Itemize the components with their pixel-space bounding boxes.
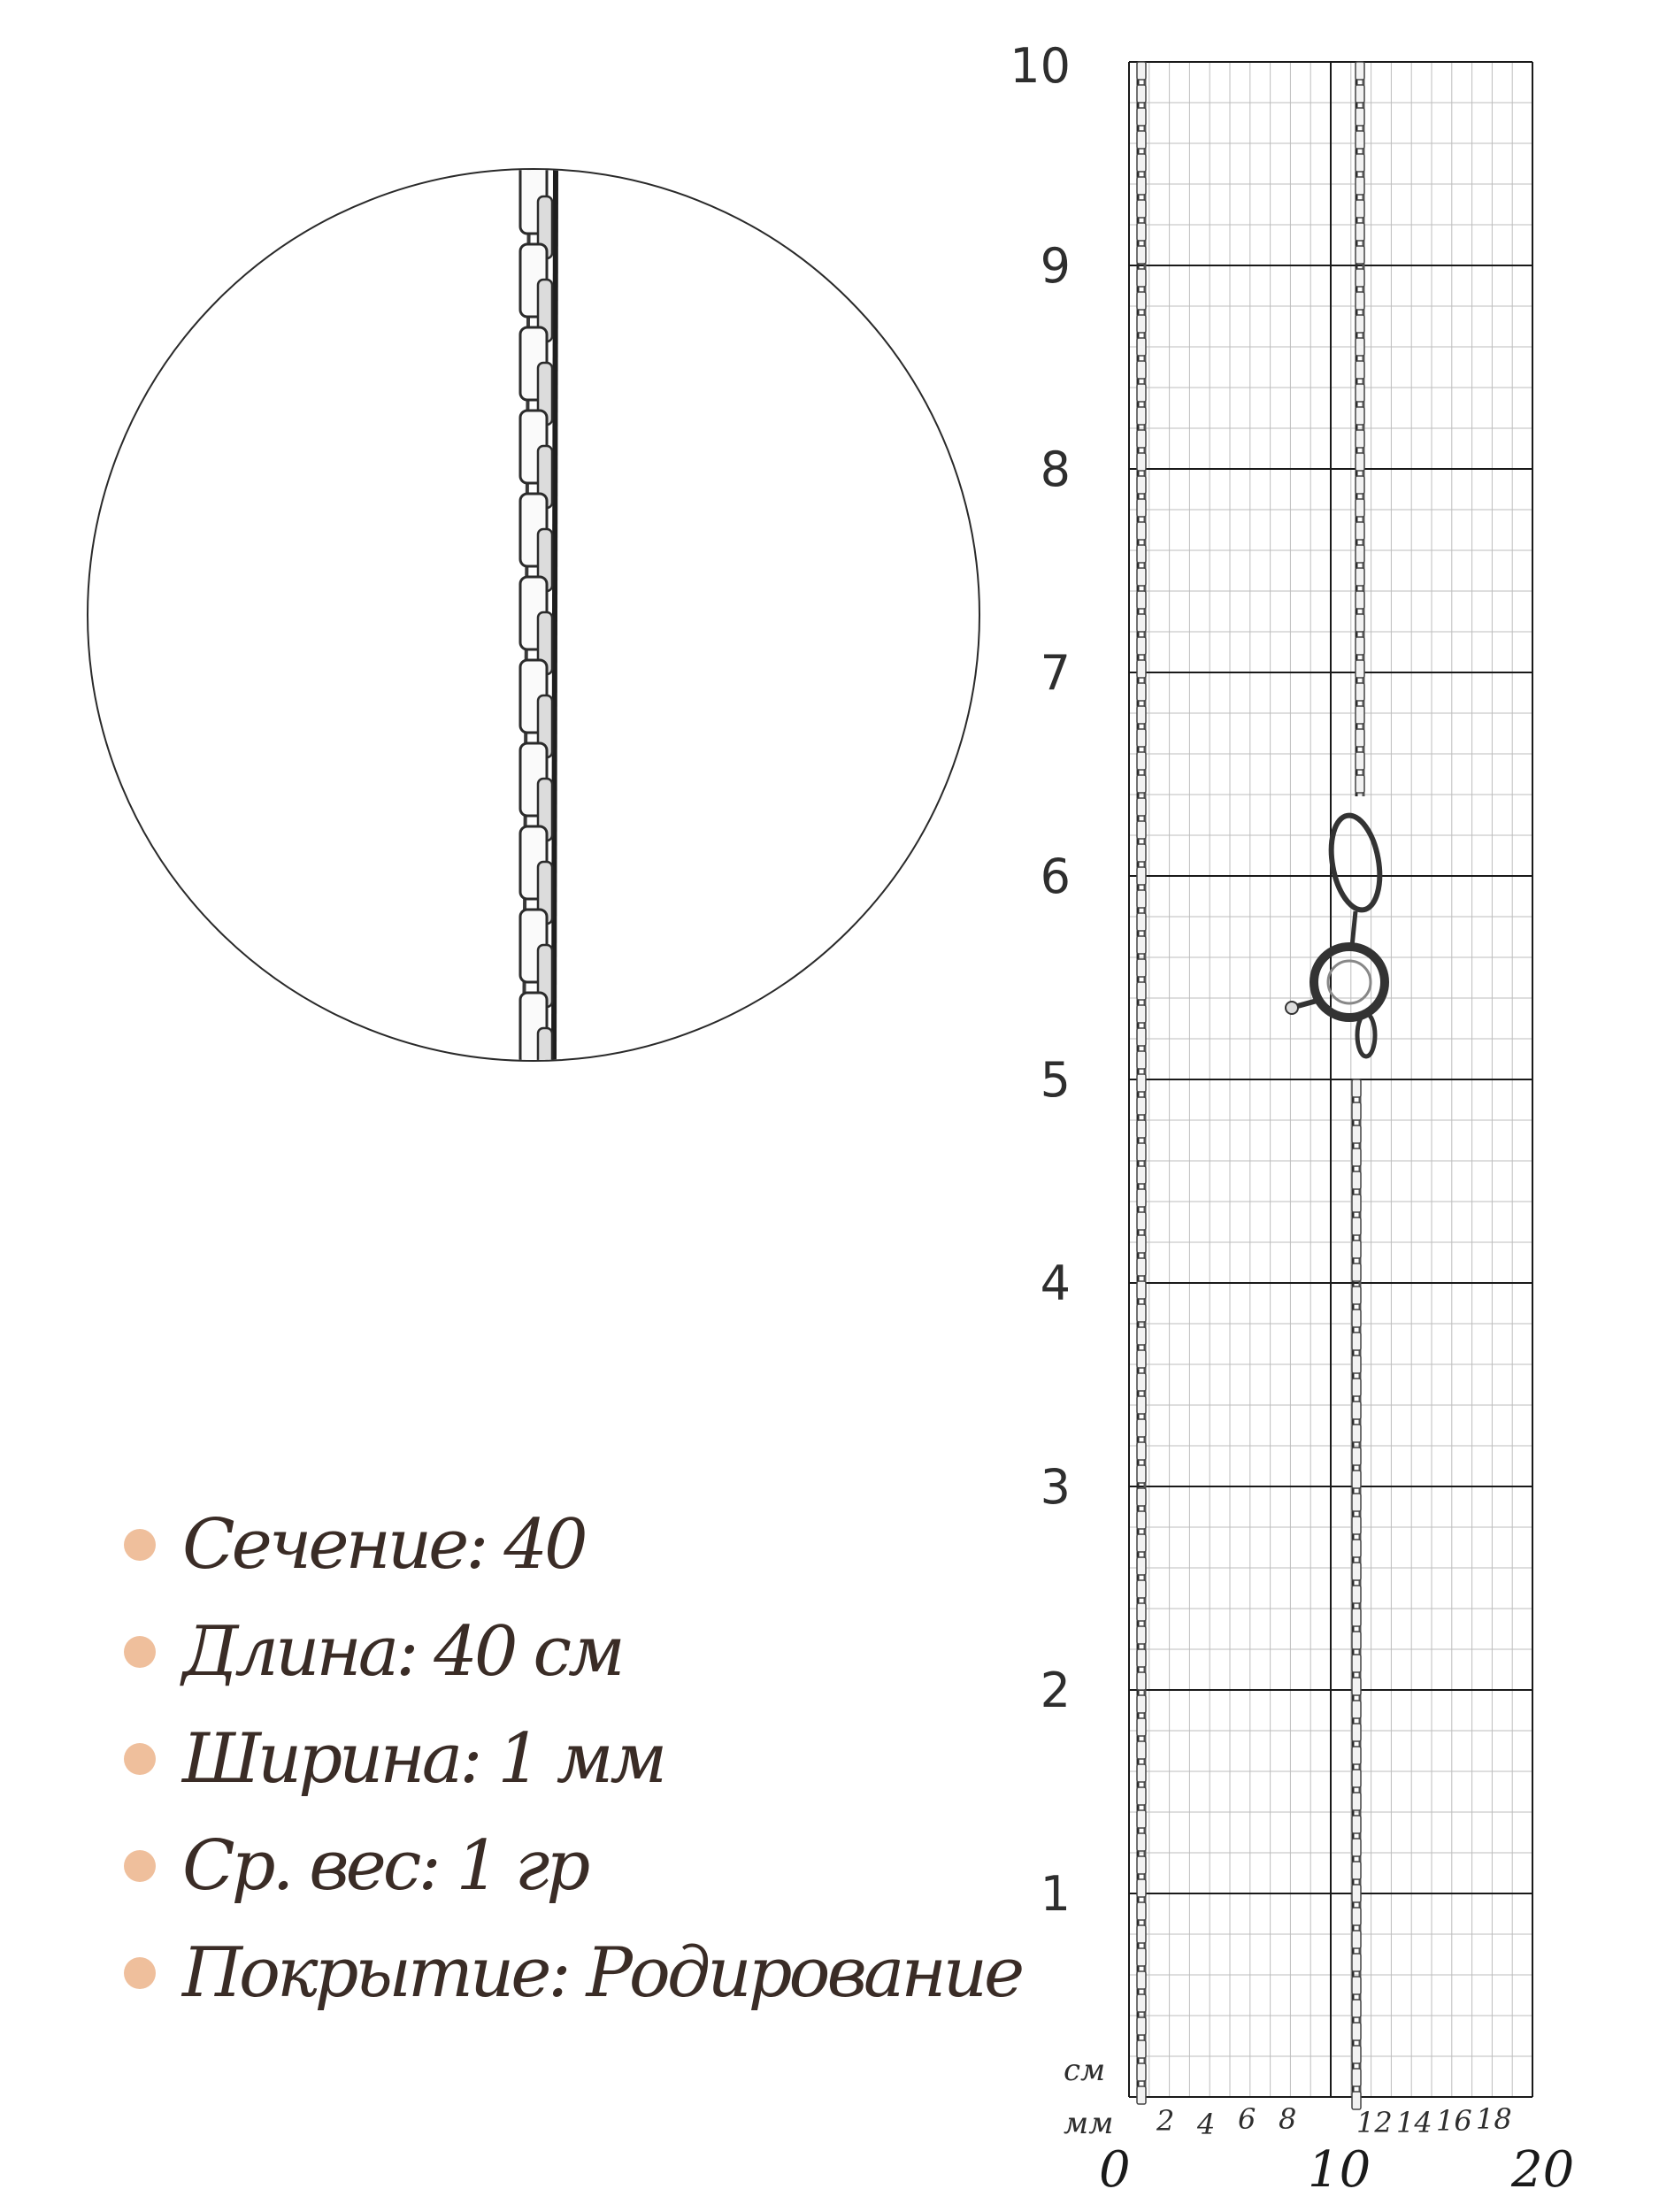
- y-tick-8: 8: [1040, 442, 1071, 497]
- x-minor-tick-8: 8: [1279, 2102, 1297, 2136]
- y-tick-9: 9: [1040, 238, 1071, 294]
- bullet-icon: [124, 1850, 156, 1882]
- spec-weight-text: Ср. вес: 1 гр: [182, 1825, 588, 1906]
- y-tick-6: 6: [1040, 849, 1071, 904]
- chain-icon: [1137, 62, 1386, 2109]
- y-tick-4: 4: [1040, 1256, 1071, 1311]
- x-unit-label: мм: [1064, 2106, 1114, 2141]
- chain-closeup-icon: [88, 170, 980, 1062]
- x-minor-tick-4: 4: [1197, 2108, 1216, 2141]
- spec-width-text: Ширина: 1 мм: [182, 1718, 664, 1799]
- x-minor-tick-18: 18: [1476, 2102, 1512, 2136]
- spec-length-text: Длина: 40 см: [182, 1611, 622, 1692]
- spec-width: [124, 1705, 1021, 1812]
- y-tick-5: 5: [1040, 1052, 1071, 1108]
- spec-cross-section-text: Сечение: 40: [182, 1504, 585, 1585]
- spec-coating: [124, 1919, 1021, 2026]
- y-tick-10: 10: [1010, 38, 1071, 94]
- x-minor-tick-12: 12: [1356, 2106, 1393, 2139]
- x-major-tick-20: 20: [1511, 2141, 1575, 2199]
- x-minor-tick-14: 14: [1396, 2106, 1432, 2139]
- zoom-circle: [87, 168, 980, 1062]
- spec-weight: [124, 1812, 1021, 1919]
- x-major-tick-10: 10: [1308, 2141, 1371, 2199]
- x-minor-tick-6: 6: [1238, 2102, 1256, 2136]
- ruler-grid: [1044, 35, 1593, 2203]
- spec-length: [124, 1598, 1021, 1705]
- x-minor-tick-16: 16: [1436, 2104, 1472, 2138]
- y-tick-1: 1: [1040, 1866, 1071, 1922]
- bullet-icon: [124, 1957, 156, 1989]
- y-tick-7: 7: [1040, 645, 1071, 701]
- x-major-tick-0: 0: [1099, 2141, 1131, 2199]
- bullet-icon: [124, 1636, 156, 1668]
- y-unit-label: см: [1064, 2053, 1106, 2088]
- y-tick-2: 2: [1040, 1663, 1071, 1718]
- bullet-icon: [124, 1529, 156, 1561]
- x-minor-tick-2: 2: [1156, 2104, 1175, 2138]
- spec-list: [124, 1491, 1021, 2026]
- measurement-ruler: [1010, 35, 1593, 2203]
- bullet-icon: [124, 1743, 156, 1775]
- spec-coating-text: Покрытие: Родирование: [182, 1932, 1022, 2013]
- y-tick-3: 3: [1040, 1459, 1071, 1515]
- spec-cross-section: [124, 1491, 1021, 1598]
